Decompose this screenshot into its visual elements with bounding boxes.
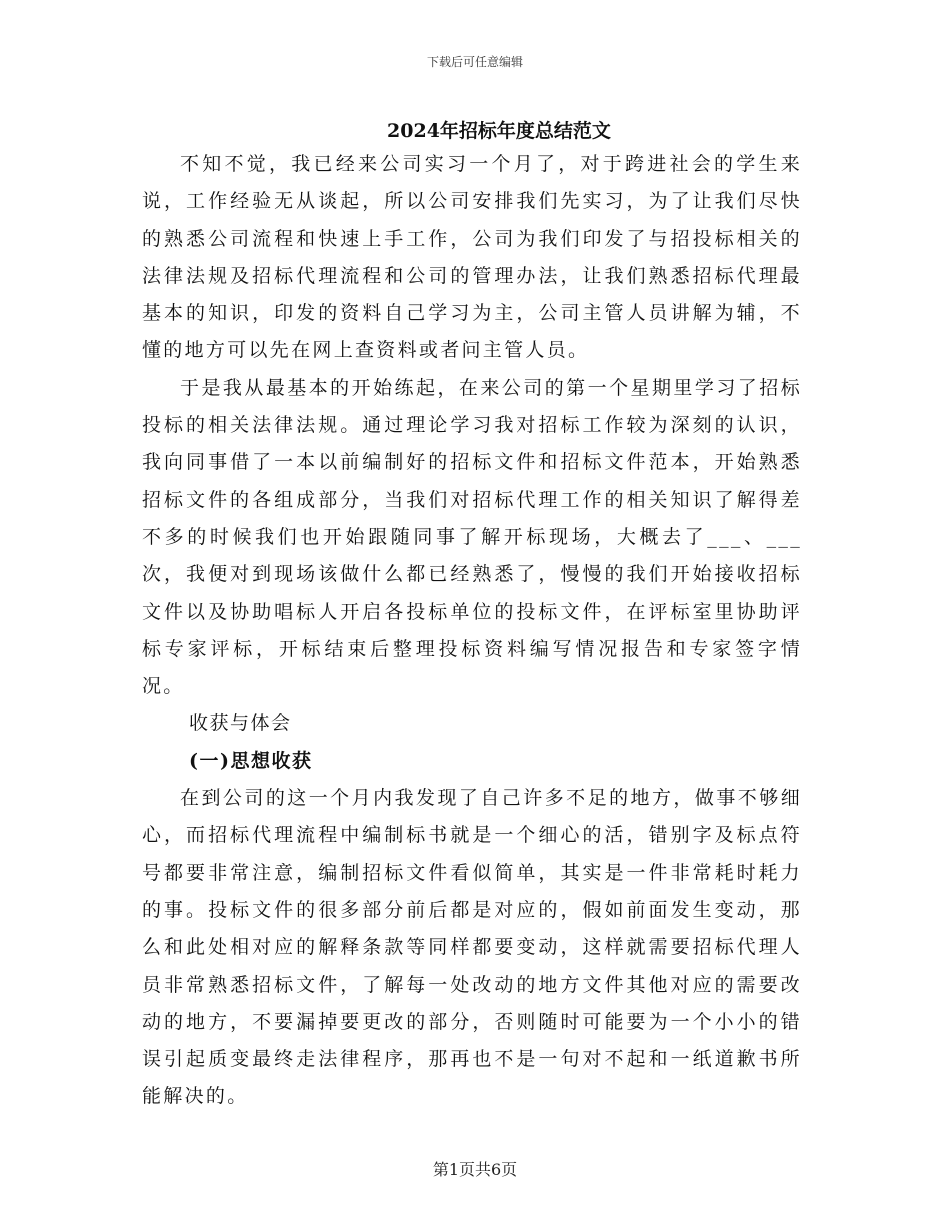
- page-header-note: 下载后可任意编辑: [426, 55, 523, 69]
- document-title: 2024年招标年度总结范文: [387, 120, 611, 142]
- page-number-footer: 第1页共6页: [432, 1160, 518, 1179]
- paragraph-thoughts: 在到公司的这一个月内我发现了自己许多不足的地方，做事不够细心，而招标代理流程中编制标书就是一个细心的活，错别字及标点符号都要非常注意，编制招标文件看似简单，其实是一件非常耗时耗力的事。投标文件的很多部分前后都是对应的，假如前面发生变动，那么和此处相对应的解释条款等同样都要变动，这样就需要招标代理人员非常熟悉招标文件，了解每一处改动的地方文件其他对应的需要改动的地方，不要漏掉要更改的部分，否则随时可能要为一个小小的错误引起质变最终走法律程序，那再也不是一句对不起和一纸道歉书所能解决的。: [142, 787, 802, 1108]
- document-body: [142, 146, 802, 1116]
- subsection-heading: (一)思想收获: [189, 749, 313, 772]
- paragraph-intro: 不知不觉，我已经来公司实习一个月了，对于跨进社会的学生来说，工作经验无从谈起，所以公司安排我们先实习，为了让我们尽快的熟悉公司流程和快速上手工作，公司为我们印发了与招投标相关的法律法规及招标代理流程和公司的管理办法，让我们熟悉招标代理最基本的知识，印发的资料自己学习为主，公司主管人员讲解为辅，不懂的地方可以先在网上查资料或者问主管人员。: [142, 153, 802, 362]
- paragraph-learning: 于是我从最基本的开始练起，在来公司的第一个星期里学习了招标投标的相关法律法规。通过理论学习我对招标工作较为深刻的认识，我向同事借了一本以前编制好的招标文件和招标文件范本，开始熟悉招标文件的各组成部分，当我们对招标代理工作的相关知识了解得差不多的时候我们也开始跟随同事了解开标现场，大概去了___、___次，我便对到现场该做什么都已经熟悉了，慢慢的我们开始接收招标文件以及协助唱标人开启各投标单位的投标文件，在评标室里协助评标专家评标，开标结束后整理投标资料编写情况报告和专家签字情况。: [142, 376, 802, 698]
- section-heading: 收获与体会: [189, 712, 292, 735]
